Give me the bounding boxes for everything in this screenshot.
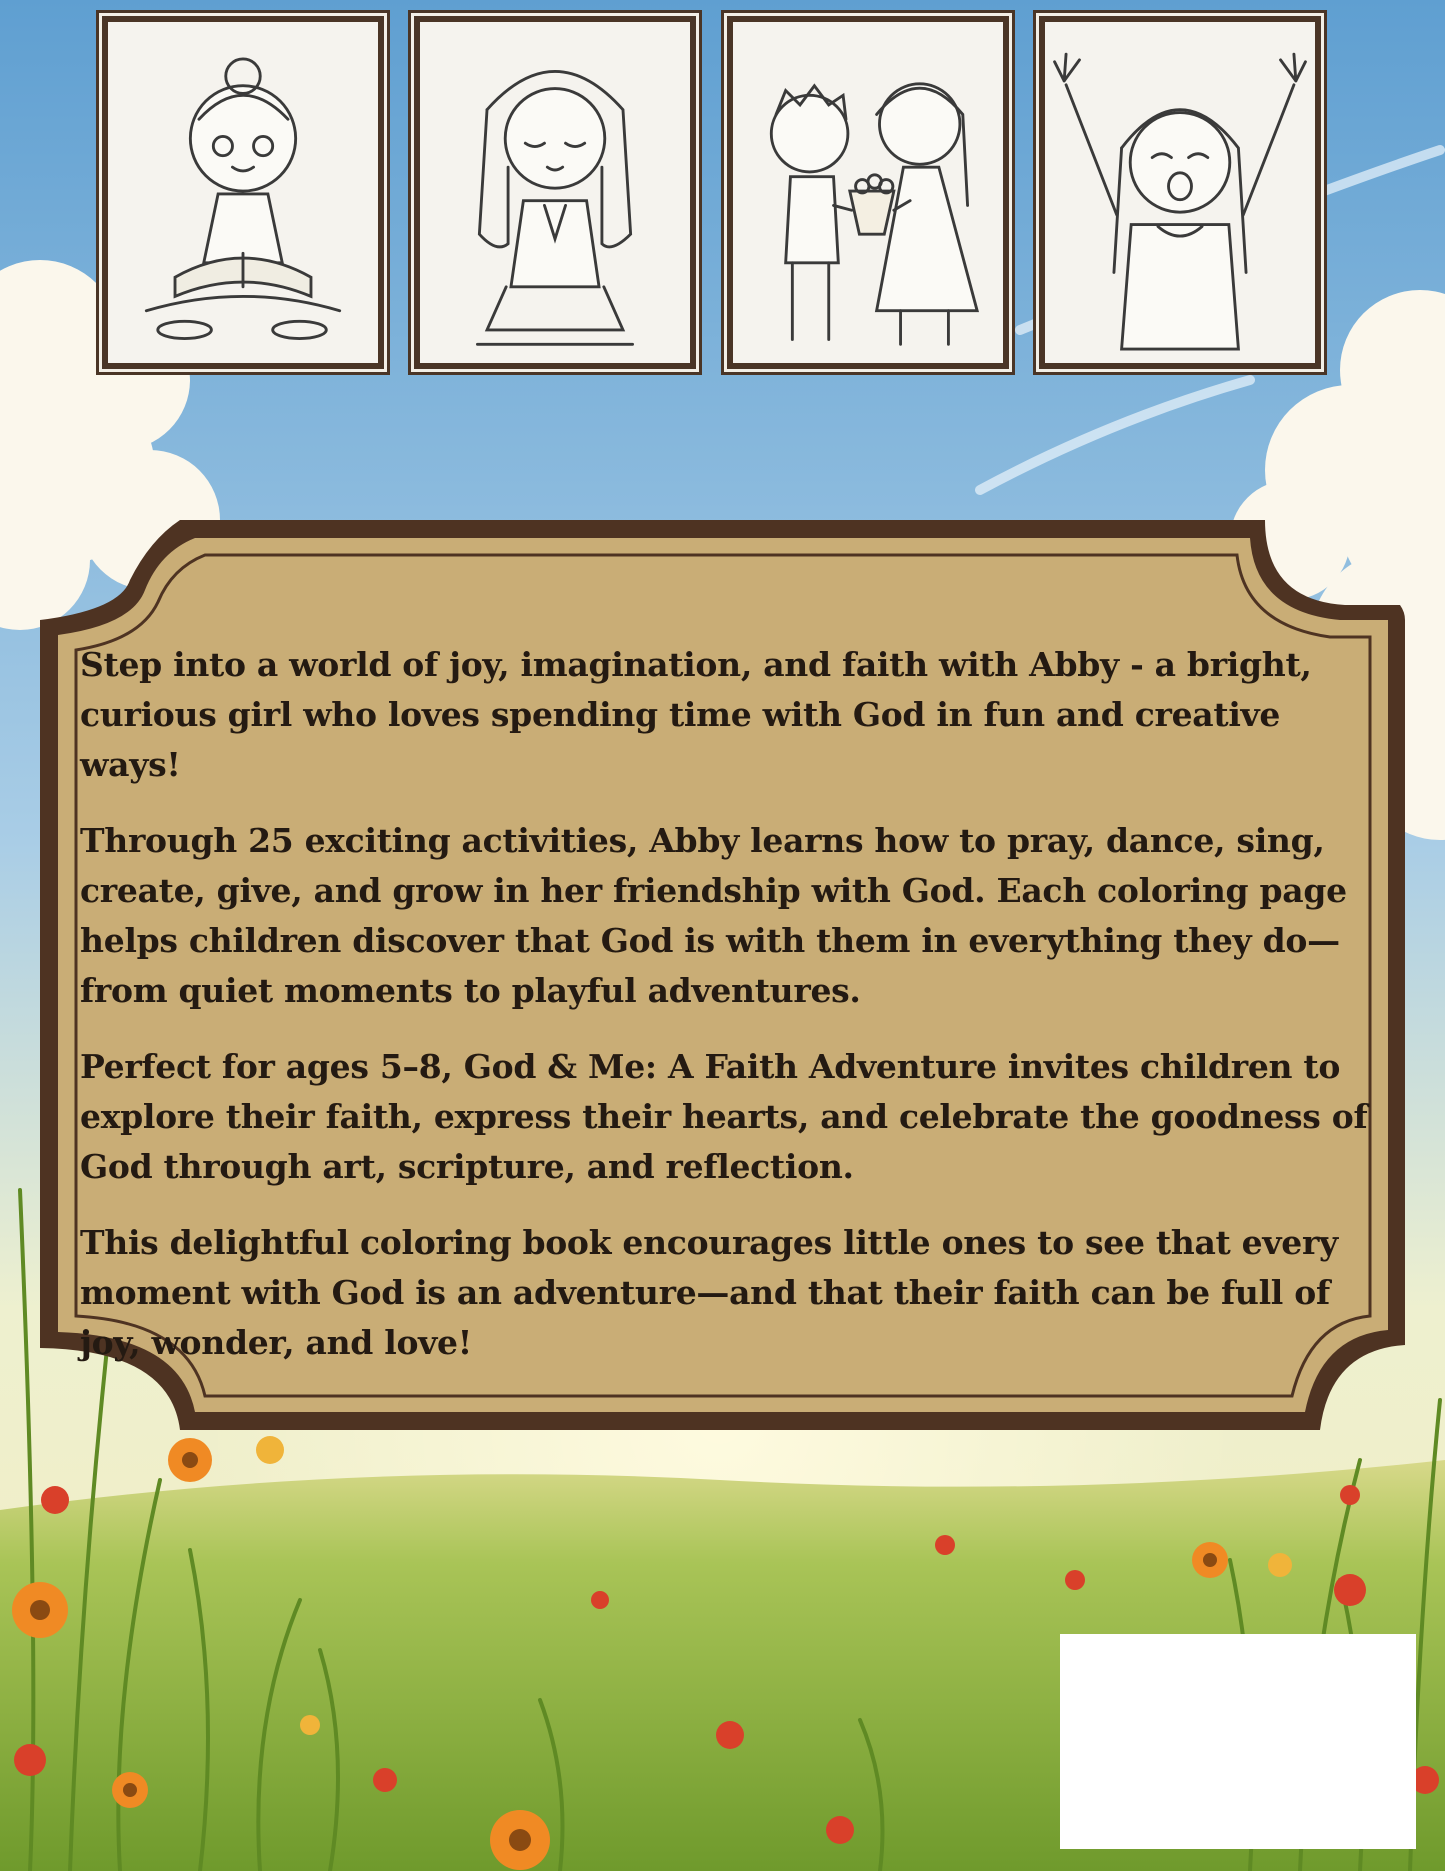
thumbnail-kids-sharing: [727, 16, 1009, 369]
description-panel: [80, 640, 1370, 1362]
thumbnail-girl-reading: [102, 16, 384, 369]
thumbnail-girl-praying: [414, 16, 696, 369]
description-paragraph-1: Step into a world of joy, imagination, and faith with Abby - a bright, curious girl who loves spending time with God in fun and creative ways!: [80, 645, 1312, 784]
barcode-placeholder: [1060, 1634, 1416, 1849]
description-paragraph-4: This delightful coloring book encourages little ones to see that every moment with God is an adventure—and that their faith can be full of joy, wonder, and love!: [80, 1223, 1338, 1362]
description-paragraph-2: Through 25 exciting activities, Abby learns how to pray, dance, sing, create, give, and grow in her friendship with God. Each coloring page helps children discover that God is with them in everything they do—from quiet moments to playful adventures.: [80, 821, 1347, 1010]
girl-reading-book-icon: [108, 22, 378, 363]
boy-girl-sharing-popcorn-icon: [733, 22, 1003, 363]
thumbnail-girl-cheering: [1039, 16, 1321, 369]
description-paragraph-3: Perfect for ages 5–8, God & Me: A Faith Adventure invites children to explore their faith, express their hearts, and celebrate the goodness of God through art, scripture, and reflection.: [80, 1047, 1368, 1186]
girl-cheering-icon: [1045, 22, 1315, 363]
girl-praying-icon: [420, 22, 690, 363]
